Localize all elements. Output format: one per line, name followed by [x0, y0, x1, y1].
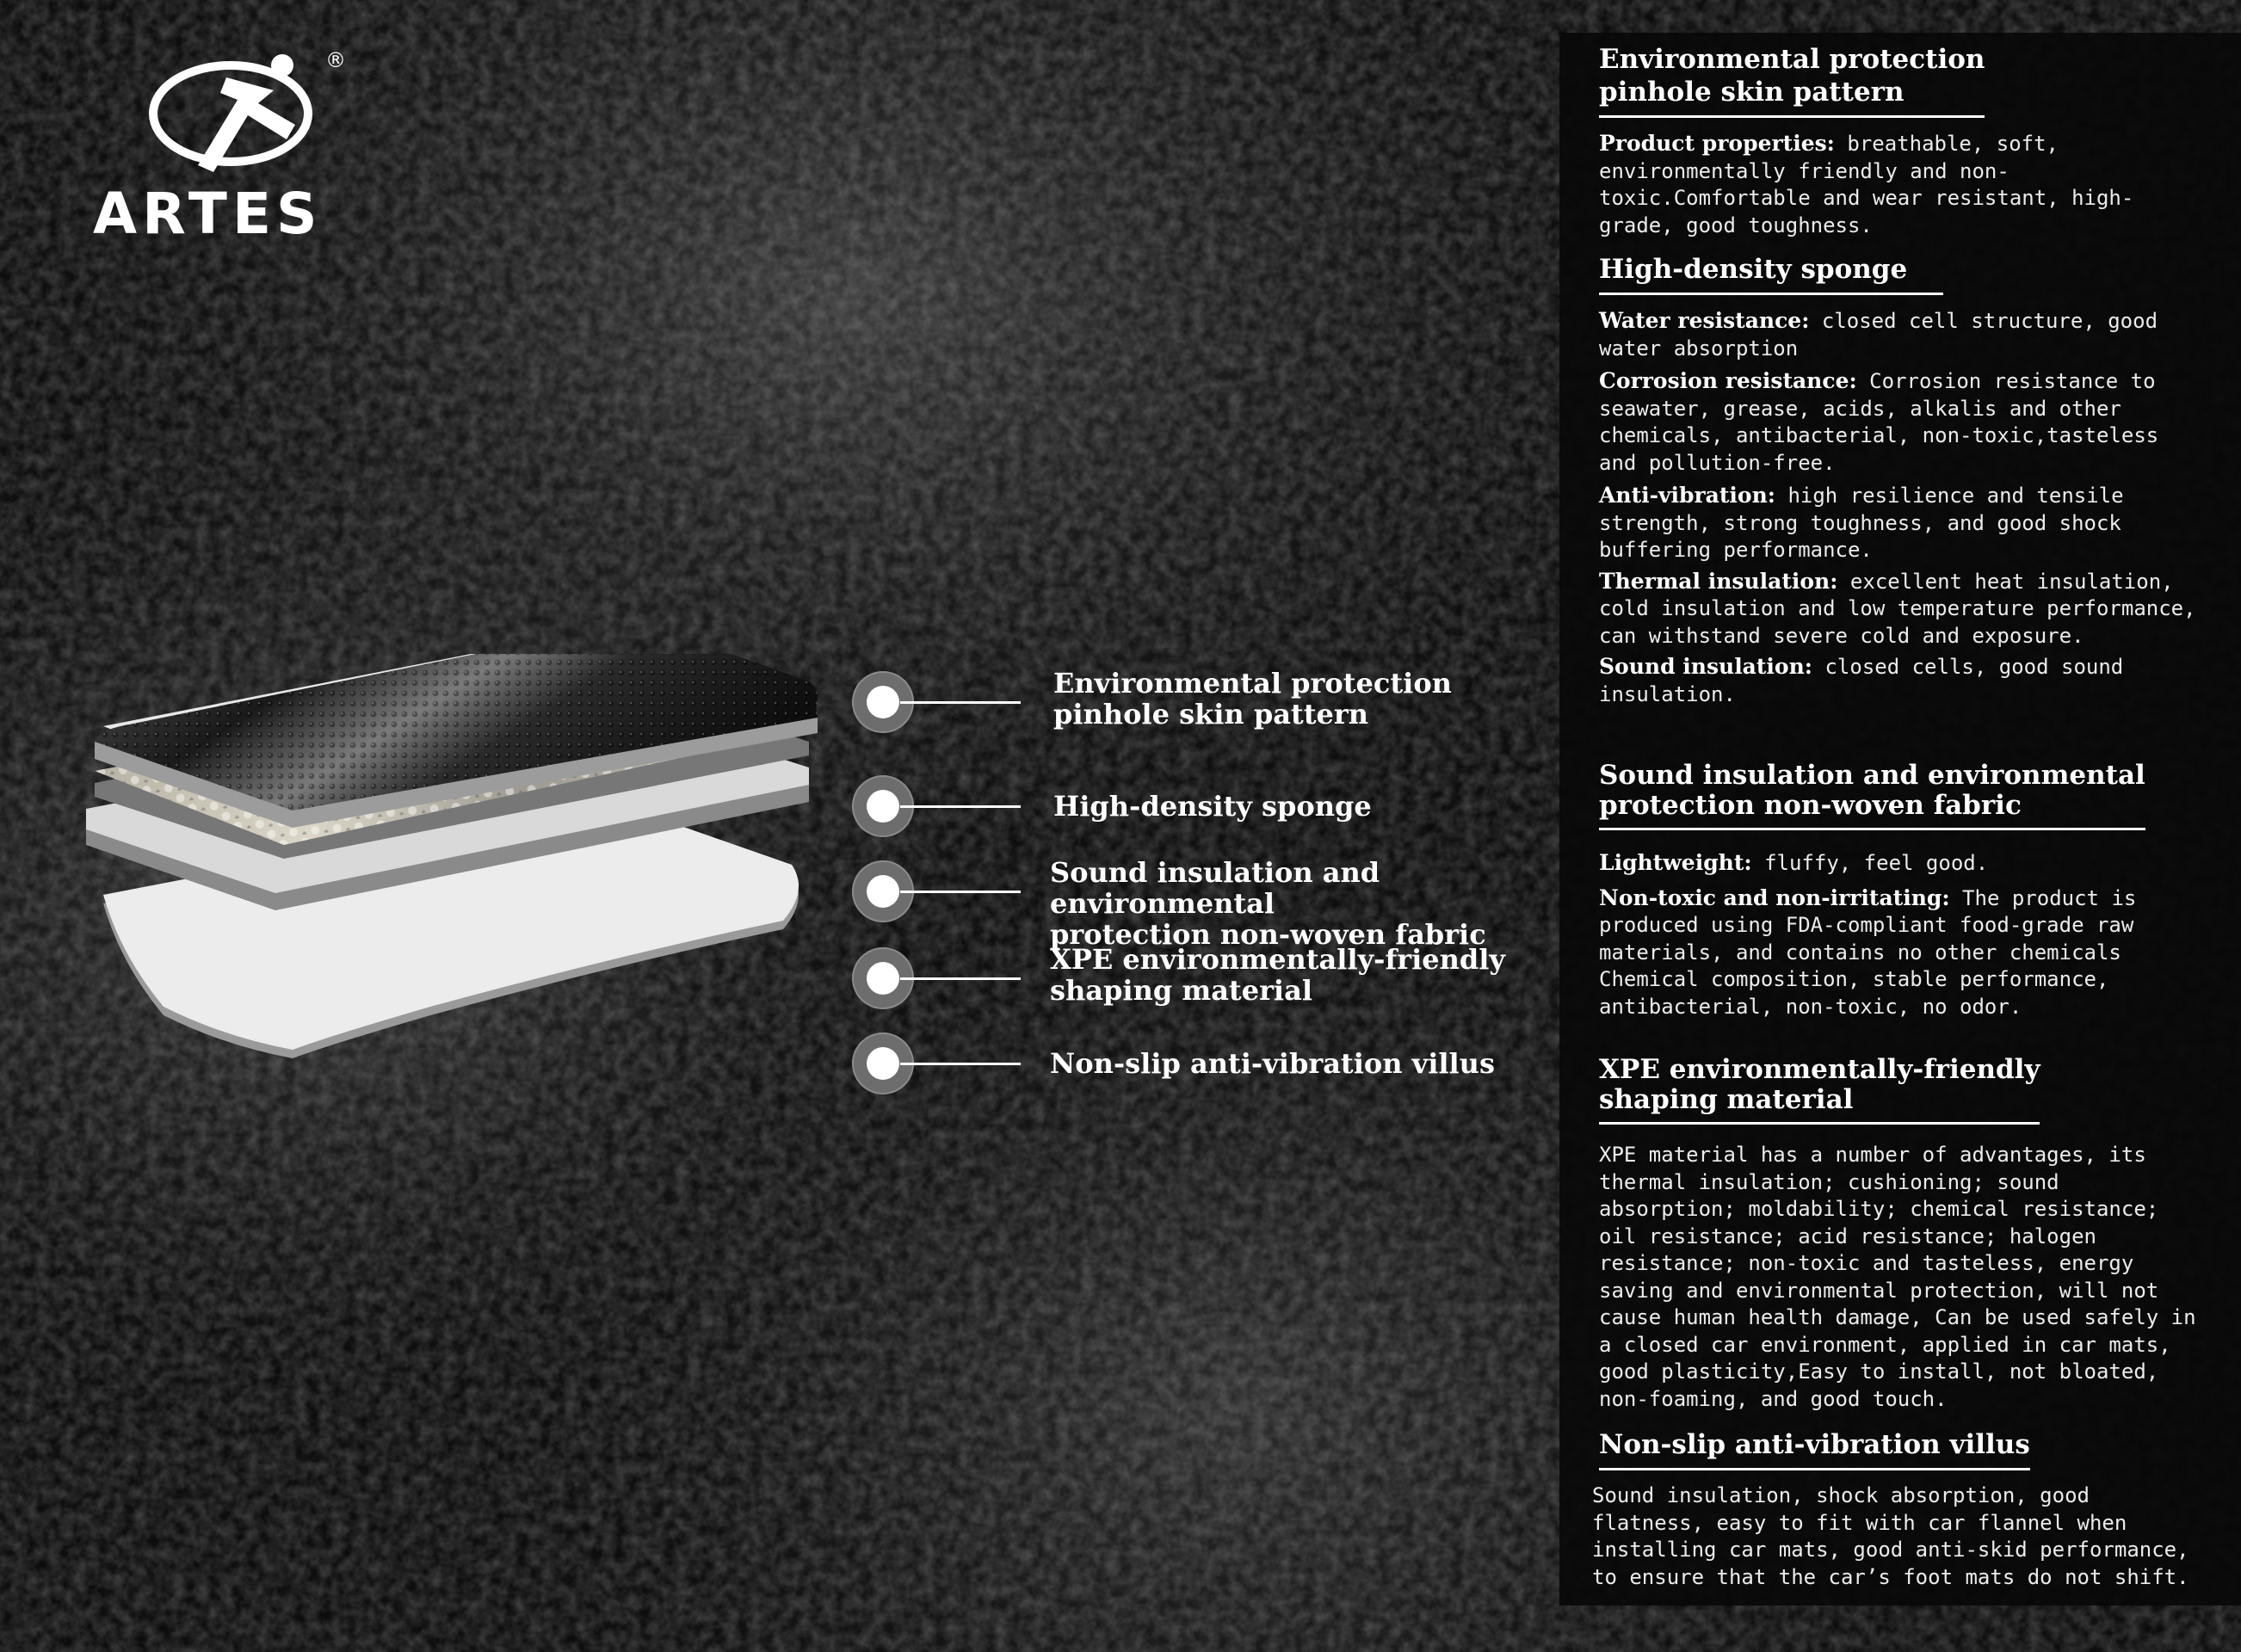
callout-skin [852, 667, 1566, 740]
section-paragraph [1599, 482, 2201, 564]
section-paragraph [1599, 849, 2201, 878]
callout-xpe [852, 943, 1566, 1016]
callout-leader-line [900, 891, 1021, 893]
property-text: excellent heat insulation, cold insulation and low temperature performance, can withstand severe cold and exposure. [1599, 569, 2196, 648]
callout-label: Environmental protection pinhole skin pattern [1053, 667, 1452, 730]
callout-leader-line [900, 1063, 1021, 1065]
section-paragraph [1599, 1142, 2201, 1413]
property-text: closed cell structure, good water absorption [1599, 309, 2158, 361]
property-text: Sound insulation, shock absorption, good flatness, easy to fit with car flannel when installing car mats, good anti-skid performance, to ensure that the car’s foot mats do not shift. [1592, 1483, 2189, 1589]
callout-label: XPE environmentally-friendly shaping material [1050, 943, 1505, 1007]
property-term: Thermal insulation: [1599, 568, 1838, 594]
section-title: Sound insulation and environmental protection non-woven fabric [1599, 761, 2145, 830]
section-sponge [1599, 253, 2219, 708]
layer-stack-illustration [69, 654, 826, 1213]
property-term: Corrosion resistance: [1599, 368, 1857, 393]
spec-panel [1559, 33, 2241, 1606]
property-text: breathable, soft, environmentally friendly and non-toxic.Comfortable and wear resistant, high-grade, good toughness. [1599, 132, 2134, 237]
callout-villus [852, 1032, 1566, 1101]
property-text: The product is produced using FDA-compliant food-grade raw materials, and contains no other chemicals Chemical composition, stable performance, antibacterial, non-toxic, no odor. [1599, 885, 2137, 1019]
callout-non-woven [852, 856, 1566, 951]
brand-name: ARTES [93, 181, 323, 247]
property-term: Non-toxic and non-irritating: [1599, 885, 1950, 910]
section-title: High-density sponge [1599, 253, 1943, 295]
section-villus [1592, 1428, 2219, 1591]
section-paragraph [1599, 130, 2201, 239]
callout-leader-line [900, 805, 1021, 808]
brand-logo [93, 43, 368, 250]
section-paragraph [1599, 653, 2201, 708]
section-xpe [1599, 1055, 2219, 1413]
property-text: closed cells, good sound insulation. [1599, 655, 2124, 706]
section-paragraph [1599, 885, 2201, 1021]
section-paragraph [1599, 307, 2201, 362]
callout-sponge [852, 775, 1566, 844]
callout-label: Sound insulation and environmental protection non-woven fabric [1050, 856, 1486, 951]
property-text: high resilience and tensile strength, strong toughness, and good shock buffering performance. [1599, 484, 2124, 562]
callout-label: High-density sponge [1053, 790, 1372, 823]
property-text: fluffy, feel good. [1751, 851, 1989, 875]
property-text: Corrosion resistance to seawater, grease, acids, alkalis and other chemicals, antibacterial, non-toxic,tasteless and pollution-free. [1599, 369, 2159, 475]
section-title: XPE environmentally-friendly shaping material [1599, 1055, 2040, 1125]
callout-leader-line [900, 977, 1021, 980]
registered-mark: ® [325, 48, 346, 72]
section-skin [1599, 43, 2219, 239]
artes-emblem-icon [145, 43, 360, 189]
property-term: Product properties: [1599, 131, 1835, 156]
callout-leader-line [900, 701, 1021, 704]
property-term: Sound insulation: [1599, 654, 1813, 679]
section-paragraph [1599, 568, 2201, 650]
section-paragraph [1592, 1482, 2212, 1591]
callout-label: Non-slip anti-vibration villus [1050, 1047, 1495, 1080]
property-term: Lightweight: [1599, 850, 1752, 875]
section-title: Environmental protection pinhole skin pattern [1599, 43, 1985, 118]
section-non-woven [1599, 761, 2219, 1020]
section-paragraph [1599, 367, 2201, 477]
property-text: XPE material has a number of advantages, its thermal insulation; cushioning; sound absorption; moldability; chemical resistance; oil resistance; acid resistance; halogen resistance; non-toxic and tasteless, energy saving and environmental protection, will not cause human health damage, Can be used safely in a closed car environment, applied in car mats, good plasticity,Easy to install, not bloated, non-foaming, and good touch. [1599, 1143, 2196, 1411]
property-term: Water resistance: [1599, 308, 1810, 333]
section-title: Non-slip anti-vibration villus [1599, 1428, 2030, 1470]
property-term: Anti-vibration: [1599, 483, 1775, 508]
